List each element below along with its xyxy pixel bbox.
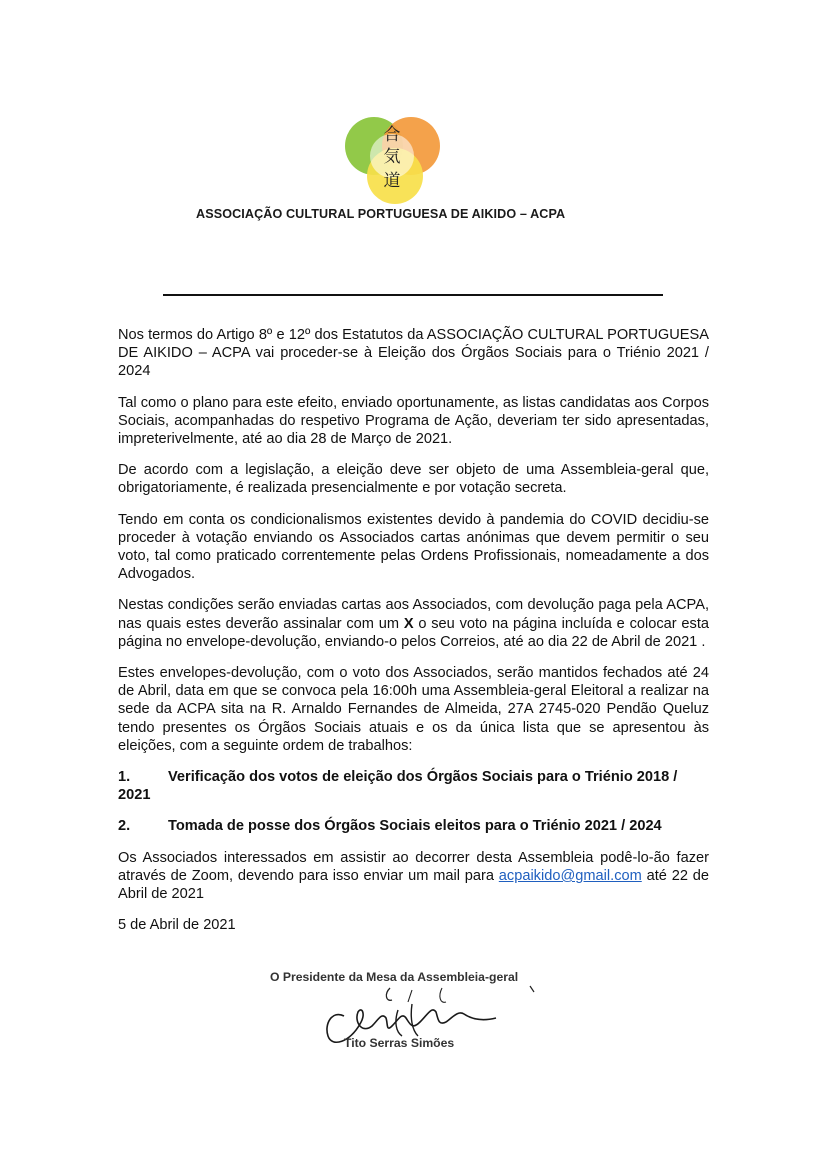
agenda-item-number: 2. xyxy=(118,818,131,835)
letter-body xyxy=(118,326,709,934)
agenda-item-text: Verificação dos votos de eleição dos Órgãos Sociais para o Triénio 2018 / 2021 xyxy=(118,769,678,804)
paragraph-candidate-lists: Tal como o plano para este efeito, enviado oportunamente, as listas candidatas aos Corpos Sociais, acompanhadas do respetivo Programa de Ação, deveriam ter sido apresentadas, impreterivelmente, até ao dia 28 de Março de 2021. xyxy=(118,394,709,448)
paragraph-zoom-start: Os Associados interessados em assistir ao decorrer desta Assembleia podê-lo-ão fazer através de Zoom, devendo para isso enviar um mail para xyxy=(118,849,709,884)
email-link[interactable]: acpaikido@gmail.com xyxy=(498,867,642,884)
signature-caption: O Presidente da Mesa da Assembleia-geral xyxy=(270,970,519,984)
header-divider xyxy=(163,294,663,296)
paragraph-zoom xyxy=(118,849,709,904)
organization-name: ASSOCIAÇÃO CULTURAL PORTUGUESA DE AIKIDO – ACPA xyxy=(196,207,566,221)
paragraph-letters-end: o seu voto na página incluída e colocar esta página no envelope-devolução, enviando-o pelos Correios, até ao dia 22 de Abril de 2021 . xyxy=(118,615,710,650)
paragraph-legislation: De acordo com a legislação, a eleição deve ser objeto de uma Assembleia-geral que, obrigatoriamente, é realizada presencialmente e por votação secreta. xyxy=(118,462,709,497)
paragraph-letters xyxy=(118,596,709,651)
letter-date: 5 de Abril de 2021 xyxy=(118,917,236,934)
svg-text:合: 合 xyxy=(383,125,401,145)
logo-graphic xyxy=(339,110,445,206)
paragraph-election-notice: Nos termos do Artigo 8º e 12º dos Estatutos da ASSOCIAÇÃO CULTURAL PORTUGUESA DE AIKIDO – ACPA vai proceder-se à Eleição dos Órgãos Sociais para o Triénio 2021 / 2024 xyxy=(118,327,709,380)
paragraph-zoom-end: até 22 de Abril de 2021 xyxy=(118,867,709,903)
svg-text:気: 気 xyxy=(383,147,401,167)
agenda-item-number: 1. xyxy=(118,769,131,786)
signature-block xyxy=(262,966,562,1062)
svg-text:道: 道 xyxy=(383,171,401,191)
paragraph-letters-start: Nestas condições serão enviadas cartas aos Associados, com devolução paga pela ACPA, nas quais estes deverão assinalar com um xyxy=(118,597,709,632)
agenda-item xyxy=(118,817,709,835)
paragraph-covid-voting: Tendo em conta os condicionalismos existentes devido à pandemia do COVID decidiu-se proceder à votação enviando os Associados cartas anónimas que devem permitir o seu voto, tal como praticado correntemente pelas Ordens Profissionais, nomeadamente a dos Advogados. xyxy=(118,511,709,583)
aikido-logo-icon xyxy=(339,110,445,206)
signatory-name: Tito Serras Simões xyxy=(344,1036,455,1050)
paragraph-assembly: Estes envelopes-devolução, com o voto dos Associados, serão mantidos fechados até 24 de Abril, data em que se convoca pela 16:00h uma Assembleia-geral Eleitoral a realizar na sede da ACPA sita na R. Arnaldo Fernandes de Almeida, 27A 2745-020 Pendão Queluz tendo presentes os Órgãos Sociais atuais e os da única lista que se apresentou às eleições, com a seguinte ordem de trabalhos: xyxy=(118,665,709,754)
agenda-item xyxy=(118,768,709,804)
vote-mark: X xyxy=(403,615,414,632)
agenda-item-text: Tomada de posse dos Órgãos Sociais eleitos para o Triénio 2021 / 2024 xyxy=(168,818,662,835)
